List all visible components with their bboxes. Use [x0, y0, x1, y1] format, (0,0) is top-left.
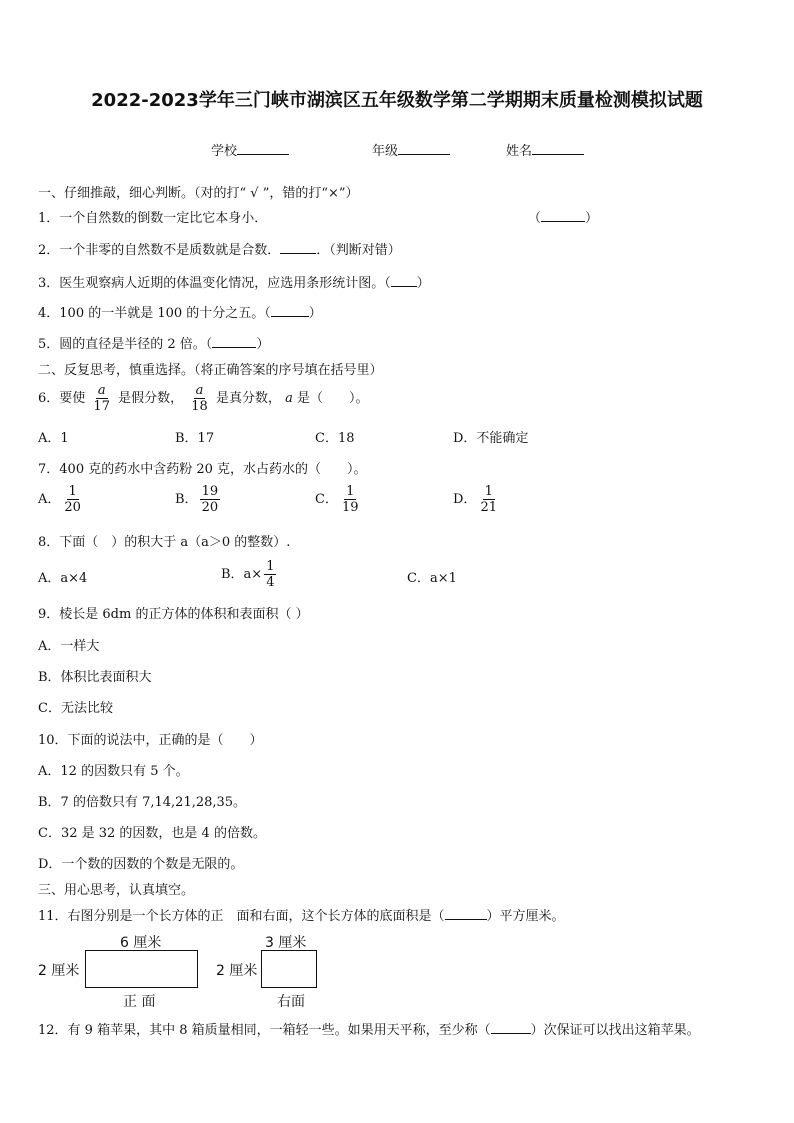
- q6-var: a: [285, 391, 293, 406]
- q7-option-c[interactable]: [315, 484, 363, 515]
- q6-fraction-1: [91, 383, 112, 414]
- q6-prefix: 6．要使: [38, 391, 86, 406]
- q8-b-den: 4: [266, 575, 275, 590]
- question-3: [38, 272, 430, 291]
- q8-b-fraction: [264, 559, 276, 590]
- question-1-answer[interactable]: [528, 207, 598, 226]
- question-2-blank[interactable]: [280, 242, 316, 254]
- question-10: 10．下面的说法中，正确的是（ ）: [38, 733, 263, 748]
- q7-c-den: 19: [341, 500, 359, 515]
- right-view-rectangle: [261, 950, 317, 988]
- name-field[interactable]: [506, 140, 584, 159]
- q7-b-den: 20: [201, 500, 219, 515]
- front-view-caption: 正 面: [123, 994, 156, 1010]
- q6-f2-den: 18: [191, 399, 208, 414]
- front-height-label: 2 厘米: [38, 963, 80, 979]
- question-5-blank[interactable]: [212, 336, 256, 348]
- right-width-label: 3 厘米: [265, 935, 307, 951]
- front-width-label: 6 厘米: [120, 935, 162, 951]
- q7-option-d[interactable]: [453, 484, 501, 515]
- question-12: [38, 1019, 700, 1038]
- name-label: 姓名: [506, 144, 533, 159]
- question-12-text: 12．有 9 箱苹果，其中 8 箱质量相同，一箱轻一些。如果用天平称，至少称（: [38, 1023, 491, 1038]
- question-2-tail: ．（判断对错）: [316, 243, 401, 258]
- q9-option-c[interactable]: C．无法比较: [38, 701, 113, 716]
- q9-option-b[interactable]: B．体积比表面积大: [38, 670, 152, 685]
- q8-b-label: B．a×: [221, 567, 263, 582]
- q7-d-fraction: [478, 484, 499, 515]
- question-3-tail: ）: [416, 276, 430, 291]
- school-label: 学校: [211, 144, 238, 159]
- question-11: [38, 905, 565, 924]
- q6-option-d[interactable]: D．不能确定: [453, 431, 529, 446]
- q9-option-a[interactable]: A．一样大: [38, 639, 100, 654]
- answer-blank[interactable]: [541, 210, 585, 222]
- question-12-blank[interactable]: [491, 1022, 531, 1034]
- q6-mid2: 是真分数，: [215, 391, 281, 406]
- question-7: 7．400 克的药水中含药粉 20 克，水占药水的（ ）。: [38, 462, 367, 477]
- school-field[interactable]: [211, 140, 289, 159]
- q6-f1-num: a: [97, 383, 106, 398]
- q8-option-a[interactable]: A．a×4: [38, 571, 88, 586]
- question-12-tail: ）次保证可以找出这箱苹果。: [530, 1023, 700, 1038]
- q10-option-c[interactable]: C．32 是 32 的因数，也是 4 的倍数。: [38, 826, 266, 841]
- q7-a-num: 1: [68, 484, 77, 499]
- grade-label: 年级: [372, 144, 399, 159]
- question-3-text: 3．医生观察病人近期的体温变化情况，应选用条形统计图。（: [38, 276, 391, 291]
- question-4-text: 4．100 的一半就是 100 的十分之五。（: [38, 306, 271, 321]
- q6-fraction-2: [189, 383, 210, 414]
- paren-open: （: [528, 211, 542, 226]
- q7-option-a[interactable]: [38, 484, 85, 515]
- section-1-heading: 一、仔细推敲，细心判断。（对的打“ √ ”，错的打“×”）: [38, 186, 359, 201]
- q6-option-c[interactable]: C．18: [315, 431, 355, 446]
- paren-close: ）: [585, 211, 599, 226]
- question-4-blank[interactable]: [271, 305, 309, 317]
- q7-option-b[interactable]: [175, 484, 222, 515]
- q6-f2-num: a: [195, 383, 204, 398]
- grade-field[interactable]: [372, 140, 450, 159]
- q7-d-den: 21: [480, 500, 497, 515]
- q7-c-fraction: [340, 484, 361, 515]
- q10-option-a[interactable]: A．12 的因数只有 5 个。: [38, 764, 189, 779]
- q6-option-b[interactable]: B．17: [175, 431, 215, 446]
- question-5-tail: ）: [256, 337, 270, 352]
- q6-mid: 是假分数，: [118, 391, 184, 406]
- q6-suffix: 是（ ）。: [297, 391, 369, 406]
- question-1: 1．一个自然数的倒数一定比它本身小．: [38, 211, 268, 226]
- question-4: [38, 302, 322, 321]
- front-view-rectangle: [85, 950, 198, 988]
- question-2-text: 2．一个非零的自然数不是质数就是合数．: [38, 243, 281, 258]
- q8-option-b[interactable]: [221, 559, 278, 590]
- q8-option-c[interactable]: C．a×1: [407, 571, 457, 586]
- q6-f1-den: 17: [93, 399, 110, 414]
- q7-b-label: B．: [175, 492, 198, 507]
- q7-a-fraction: [62, 484, 83, 515]
- q7-b-fraction: [200, 484, 221, 515]
- question-5: [38, 333, 269, 352]
- question-6: [38, 383, 369, 414]
- right-height-label: 2 厘米: [216, 963, 258, 979]
- question-4-tail: ）: [308, 306, 322, 321]
- q7-a-den: 20: [64, 500, 81, 515]
- q7-d-num: 1: [484, 484, 493, 499]
- question-3-blank[interactable]: [391, 275, 417, 287]
- q10-option-d[interactable]: D．一个数的因数的个数是无限的。: [38, 857, 244, 872]
- question-9: 9．棱长是 6dm 的正方体的体积和表面积（ ）: [38, 607, 309, 622]
- question-11-blank[interactable]: [445, 908, 487, 920]
- q10-option-b[interactable]: B．7 的倍数只有 7,14,21,28,35。: [38, 795, 247, 810]
- question-8: 8．下面（ ）的积大于 a（a＞0 的整数）.: [38, 535, 291, 550]
- page-title: 2022-2023学年三门峡市湖滨区五年级数学第二学期期末质量检测模拟试题: [91, 90, 703, 111]
- school-blank[interactable]: [237, 142, 289, 155]
- right-view-caption: 右面: [277, 994, 305, 1010]
- question-5-text: 5．圆的直径是半径的 2 倍。（: [38, 337, 213, 352]
- section-2-heading: 二、反复思考，慎重选择。（将正确答案的序号填在括号里）: [38, 363, 383, 378]
- name-blank[interactable]: [532, 142, 584, 155]
- question-11-text: 11．右图分别是一个长方体的正 面和右面，这个长方体的底面积是（: [38, 909, 445, 924]
- q7-d-label: D．: [453, 492, 477, 507]
- section-3-heading: 三、用心思考，认真填空。: [38, 883, 195, 898]
- q7-c-label: C．: [315, 492, 338, 507]
- question-2: [38, 239, 401, 258]
- q7-a-label: A．: [38, 492, 61, 507]
- q8-b-num: 1: [266, 559, 275, 574]
- question-11-tail: ）平方厘米。: [486, 909, 565, 924]
- q6-option-a[interactable]: A．1: [38, 431, 69, 446]
- grade-blank[interactable]: [398, 142, 450, 155]
- q7-c-num: 1: [346, 484, 355, 499]
- q7-b-num: 19: [201, 484, 219, 499]
